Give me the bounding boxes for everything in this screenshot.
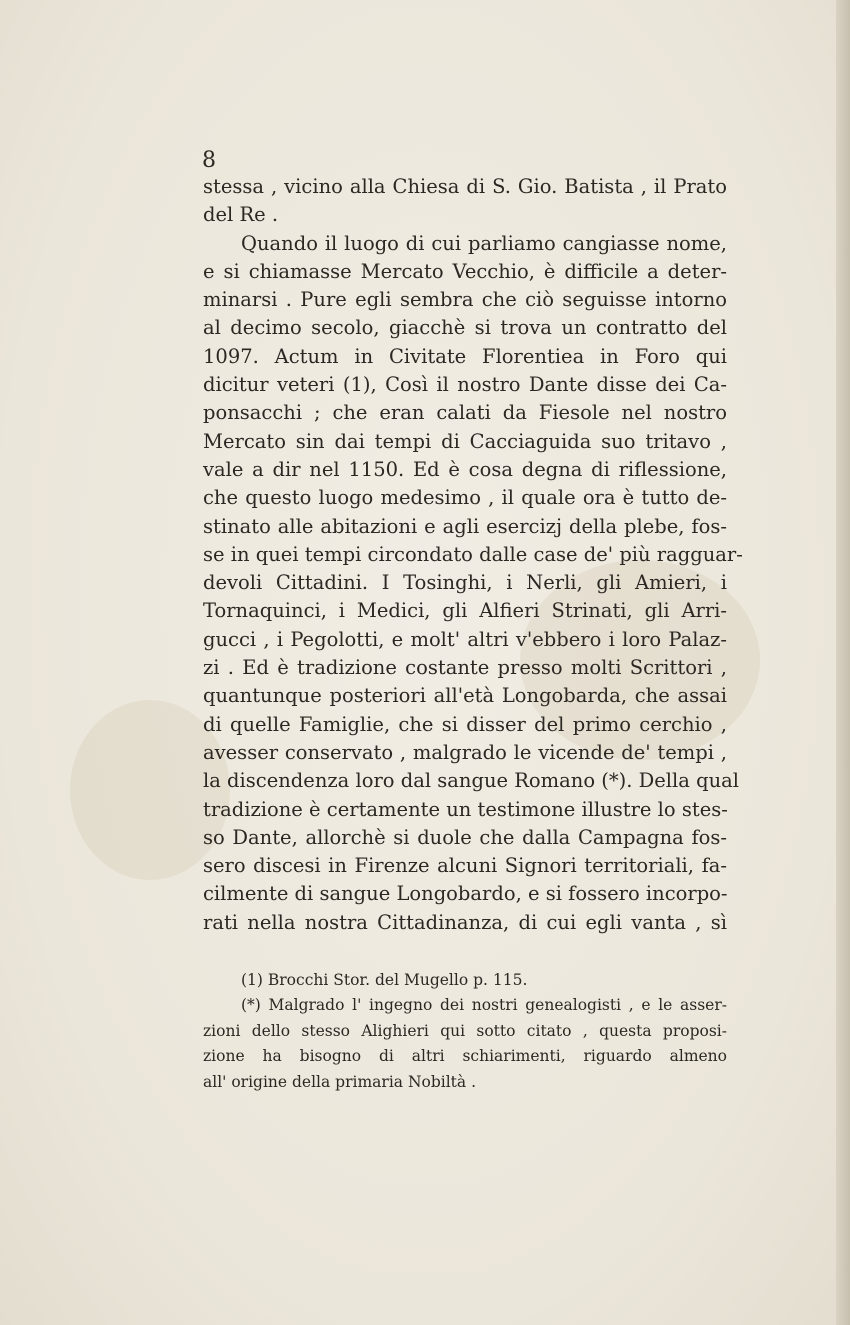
text-line: del Re . bbox=[203, 203, 279, 227]
text-line: avesser conservato , malgrado le vicende de' tempi , bbox=[203, 740, 727, 764]
text-line: zi . Ed è tradizione costante presso molti Scrittori , bbox=[203, 656, 727, 680]
page-number: 8 bbox=[202, 148, 216, 173]
text-line: che questo luogo medesimo , il quale ora è tutto de- bbox=[203, 486, 727, 510]
text-line: sero discesi in Firenze alcuni Signori territoriali, fa- bbox=[203, 854, 727, 878]
footnotes bbox=[203, 968, 727, 1095]
text-line: cilmente di sangue Longobardo, e si fossero incorpo- bbox=[203, 882, 728, 906]
text-line: 1097. Actum in Civitate Florentiea in Foro qui bbox=[203, 344, 727, 368]
footnote-line: zioni dello stesso Alighieri qui sotto citato , questa proposi- bbox=[203, 1021, 727, 1040]
text-line: e si chiamasse Mercato Vecchio, è difficile a deter- bbox=[203, 259, 727, 283]
text-line: tradizione è certamente un testimone illustre lo stes- bbox=[203, 797, 728, 821]
text-line: rati nella nostra Cittadinanza, di cui egli vanta , sì bbox=[203, 910, 727, 934]
text-line: Tornaquinci, i Medici, gli Alfieri Strinati, gli Arri- bbox=[203, 599, 727, 623]
page-edge bbox=[836, 0, 850, 1325]
text-line: stinato alle abitazioni e agli esercizj della plebe, fos- bbox=[203, 514, 727, 538]
text-line: se in quei tempi circondato dalle case de' più ragguar- bbox=[203, 542, 743, 566]
text-line: al decimo secolo, giacchè si trova un contratto del bbox=[203, 316, 727, 340]
body-text bbox=[203, 173, 743, 937]
text-line: la discendenza loro dal sangue Romano (*). Della qual bbox=[203, 769, 740, 793]
footnote-line: (1) Brocchi Stor. del Mugello p. 115. bbox=[241, 971, 528, 989]
text-line: vale a dir nel 1150. Ed è cosa degna di riflessione, bbox=[203, 457, 727, 481]
text-line: di quelle Famiglie, che si disser del primo cerchio , bbox=[203, 712, 727, 736]
text-line: dicitur veteri (1), Così il nostro Dante disse dei Ca- bbox=[203, 373, 727, 397]
text-line: minarsi . Pure egli sembra che ciò seguisse intorno bbox=[203, 288, 727, 312]
text-line: ponsacchi ; che eran calati da Fiesole nel nostro bbox=[203, 401, 727, 425]
footnote-line: zione ha bisogno di altri schiarimenti, riguardo almeno bbox=[203, 1047, 727, 1066]
text-line: devoli Cittadini. I Tosinghi, i Nerli, gli Amieri, i bbox=[203, 571, 727, 595]
text-line: Quando il luogo di cui parliamo cangiasse nome, bbox=[241, 231, 727, 255]
text-line: quantunque posteriori all'età Longobarda, che assai bbox=[203, 684, 727, 708]
footnote-line: all' origine della primaria Nobiltà . bbox=[203, 1072, 476, 1091]
footnote-line: (*) Malgrado l' ingegno dei nostri genealogisti , e le asser- bbox=[241, 996, 727, 1015]
text-line: gucci , i Pegolotti, e molt' altri v'ebbero i loro Palaz- bbox=[203, 627, 727, 651]
text-line: Mercato sin dai tempi di Cacciaguida suo tritavo , bbox=[203, 429, 727, 453]
text-line: stessa , vicino alla Chiesa di S. Gio. Batista , il Prato bbox=[203, 175, 727, 198]
text-line: so Dante, allorchè si duole che dalla Campagna fos- bbox=[203, 825, 727, 849]
